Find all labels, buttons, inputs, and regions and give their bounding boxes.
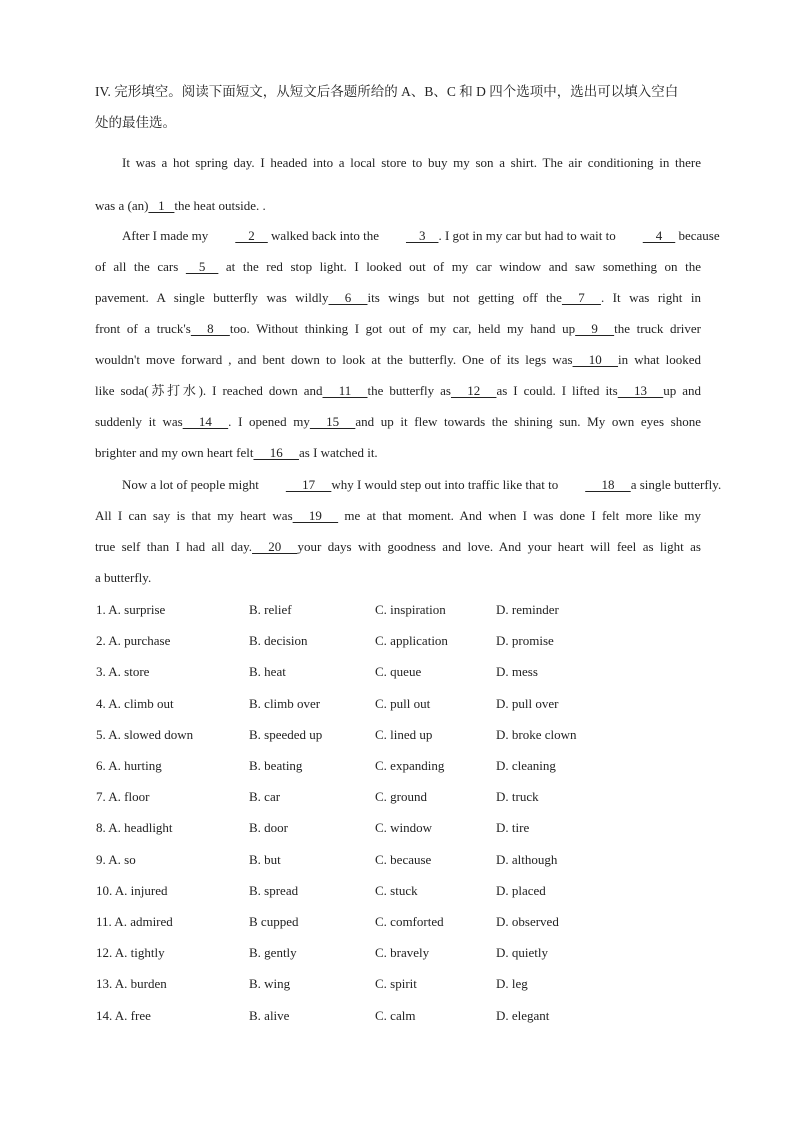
option-row	[95, 756, 701, 776]
option-a[interactable]: 1. A. surprise	[96, 602, 166, 617]
passage-line: wouldn't move forward , and bent down to look at the butterfly. One of its legs was 10 in what looked	[95, 350, 701, 370]
option-row	[95, 912, 701, 932]
option-c[interactable]: C. queue	[375, 664, 422, 680]
option-d[interactable]: D. quietly	[496, 945, 548, 961]
option-a[interactable]: 5. A. slowed down	[96, 726, 194, 742]
passage-line: like soda(苏打水). I reached down and 11 the butterfly as 12 as I could. I lifted its 13 up and	[95, 381, 701, 401]
option-a[interactable]: 7. A. floor	[96, 789, 150, 805]
option-c[interactable]: C. stuck	[375, 882, 418, 898]
passage-line: was a (an) 1 the heat outside. .	[95, 196, 701, 216]
option-c[interactable]: C. ground	[375, 789, 427, 805]
blank-7[interactable]: 7	[561, 290, 601, 305]
passage-line: It was a hot spring day. I headed into a local store to buy my son a shirt. The air conditioning in there	[122, 155, 701, 170]
blank-11[interactable]: 11	[322, 383, 368, 398]
option-a[interactable]: 14. A. free	[96, 1007, 151, 1023]
option-row	[95, 694, 701, 714]
option-a[interactable]: 2. A. purchase	[96, 633, 171, 649]
blank-5[interactable]: 5	[185, 259, 219, 274]
blank-18[interactable]: 18	[585, 477, 631, 492]
blank-4[interactable]: 4	[642, 228, 676, 243]
blank-9[interactable]: 9	[575, 321, 615, 336]
option-b[interactable]: B. car	[249, 789, 281, 805]
option-d[interactable]: D. elegant	[496, 1007, 550, 1023]
blank-6[interactable]: 6	[328, 290, 368, 305]
option-b[interactable]: B. alive	[249, 1007, 290, 1023]
option-b[interactable]: B. speeded up	[249, 726, 323, 742]
option-c[interactable]: C. bravely	[375, 945, 430, 961]
option-b[interactable]: B. climb over	[249, 695, 321, 711]
option-d[interactable]: D. leg	[496, 976, 528, 992]
blank-16[interactable]: 16	[253, 445, 299, 460]
passage-line: After I made my 2 walked back into the 3 . I got in my car but had to wait to 4 because	[95, 226, 701, 246]
option-a[interactable]: 4. A. climb out	[96, 695, 174, 711]
blank-3[interactable]: 3	[405, 228, 439, 243]
option-d[interactable]: D. promise	[496, 633, 554, 649]
option-row	[95, 1006, 701, 1026]
passage-line: front of a truck's 8 too. Without thinking I got out of my car, held my hand up 9 the truck driver	[95, 319, 701, 339]
option-b[interactable]: B. heat	[249, 664, 286, 680]
option-c[interactable]: C. spirit	[375, 976, 417, 992]
option-row	[95, 974, 701, 994]
blank-10[interactable]: 10	[572, 352, 619, 367]
passage-line: of all the cars 5 at the red stop light. I looked out of my car window and saw something on the	[95, 257, 701, 277]
section-heading	[95, 76, 701, 138]
passage-line: Now a lot of people might 17 why I would step out into traffic like that to 18 a single butterfly.	[95, 475, 701, 495]
option-c[interactable]: C. inspiration	[375, 602, 446, 617]
option-c[interactable]: C. window	[375, 820, 433, 836]
blank-19[interactable]: 19	[292, 508, 339, 523]
option-b[interactable]: B cupped	[249, 914, 299, 929]
option-row	[95, 881, 701, 901]
option-row	[95, 662, 701, 682]
passage-line: true self than I had all day. 20 your days with goodness and love. And your heart will feel as light as	[95, 537, 701, 557]
option-b[interactable]: B. but	[249, 851, 281, 867]
option-a[interactable]: 12. A. tightly	[96, 945, 165, 961]
option-c[interactable]: C. because	[375, 851, 432, 867]
option-row	[95, 631, 701, 651]
option-d[interactable]: D. although	[496, 851, 558, 867]
option-d[interactable]: D. reminder	[496, 602, 559, 617]
blank-20[interactable]: 20	[252, 539, 298, 554]
blank-8[interactable]: 8	[190, 321, 230, 336]
heading-line-1: IV. 完形填空。阅读下面短文，从短文后各题所给的 A、B、C 和 D 四个选项中，选出可以填入空白	[95, 84, 679, 99]
option-a[interactable]: 9. A. so	[96, 851, 136, 867]
option-row	[95, 943, 701, 963]
option-b[interactable]: B. gently	[249, 945, 297, 961]
option-d[interactable]: D. placed	[496, 882, 546, 898]
option-row	[95, 600, 701, 620]
option-row	[95, 818, 701, 838]
option-row	[95, 787, 701, 807]
option-b[interactable]: B. beating	[249, 758, 303, 773]
option-row	[95, 725, 701, 745]
blank-15[interactable]: 15	[309, 414, 356, 429]
blank-1[interactable]: 1	[148, 198, 175, 213]
passage-line: suddenly it was 14 . I opened my 15 and up it flew towards the shining sun. My own eyes shone	[95, 412, 701, 432]
blank-13[interactable]: 13	[617, 383, 664, 398]
option-row	[95, 850, 701, 870]
option-b[interactable]: B. spread	[249, 882, 299, 898]
option-a[interactable]: 3. A. store	[96, 664, 150, 680]
option-d[interactable]: D. observed	[496, 914, 559, 929]
option-c[interactable]: C. pull out	[375, 695, 431, 711]
option-a[interactable]: 6. A. hurting	[96, 758, 162, 773]
option-d[interactable]: D. broke clown	[496, 726, 577, 742]
option-b[interactable]: B. wing	[249, 976, 291, 992]
option-d[interactable]: D. mess	[496, 664, 538, 680]
option-d[interactable]: D. tire	[496, 820, 530, 836]
option-b[interactable]: B. door	[249, 820, 288, 836]
option-a[interactable]: 8. A. headlight	[96, 820, 173, 836]
blank-14[interactable]: 14	[182, 414, 229, 429]
option-c[interactable]: C. application	[375, 633, 448, 649]
option-b[interactable]: B. relief	[249, 602, 292, 617]
passage-line: brighter and my own heart felt 16 as I watched it.	[95, 443, 701, 463]
option-b[interactable]: B. decision	[249, 633, 308, 649]
option-d[interactable]: D. pull over	[496, 695, 559, 711]
passage-line: All I can say is that my heart was 19 me at that moment. And when I was done I felt more like my	[95, 506, 701, 526]
heading-line-2: 处的最佳选。	[95, 115, 176, 130]
option-c[interactable]: C. lined up	[375, 726, 433, 742]
blank-17[interactable]: 17	[285, 477, 332, 492]
option-c[interactable]: C. calm	[375, 1007, 416, 1023]
blank-12[interactable]: 12	[450, 383, 497, 398]
option-d[interactable]: D. truck	[496, 789, 539, 805]
passage-line: pavement. A single butterfly was wildly 6 its wings but not getting off the 7 . It was right in	[95, 288, 701, 308]
passage-line: a butterfly.	[95, 570, 152, 585]
option-c[interactable]: C. comforted	[375, 914, 444, 929]
option-c[interactable]: C. expanding	[375, 758, 445, 773]
blank-2[interactable]: 2	[235, 228, 268, 243]
option-d[interactable]: D. cleaning	[496, 758, 556, 773]
option-a[interactable]: 11. A. admired	[96, 914, 173, 929]
option-a[interactable]: 10. A. injured	[96, 882, 168, 898]
option-a[interactable]: 13. A. burden	[96, 976, 167, 992]
